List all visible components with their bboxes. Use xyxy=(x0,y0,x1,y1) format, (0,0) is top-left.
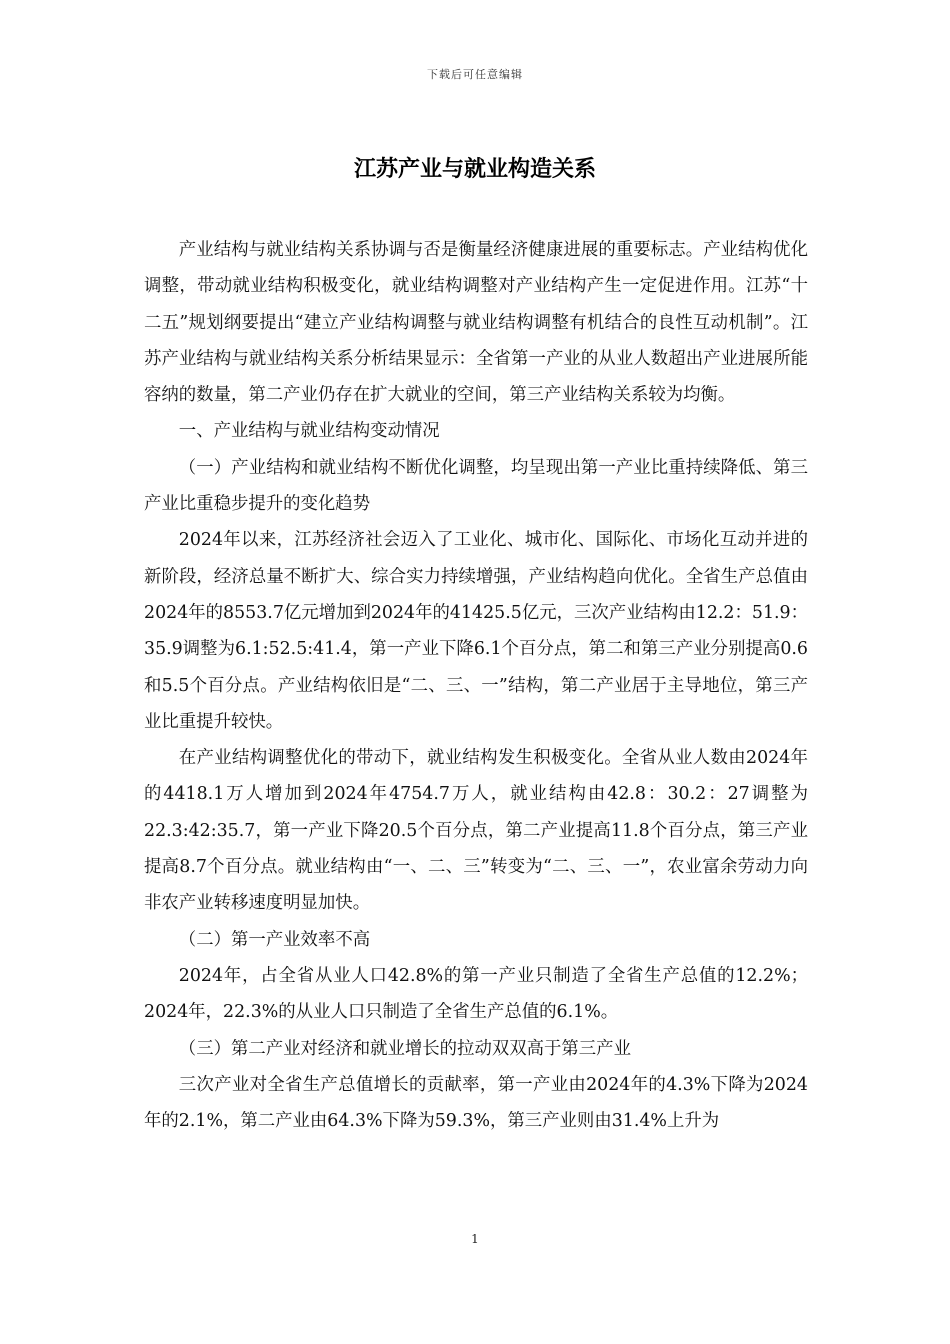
subsection-heading-2: （二）第一产业效率不高 xyxy=(178,929,371,950)
paragraph-industry-structure: 2024年以来，江苏经济社会迈入了工业化、城市化、国际化、市场化互动并进的新阶段，经济总量不断扩大、综合实力持续增强，产业结构趋向优化。全省生产总值由2024年的8553.7亿元增加到2024年的41425.5亿元，三次产业结构由12.2：51.9：35.9调整为6.1:52.5:41.4，第一产业下降6.1个百分点，第二和第三产业分别提高0.6和5.5个百分点。产业结构依旧是“二、三、一”结构，第二产业居于主导地位，第三产业比重提升较快。 xyxy=(144,530,808,732)
paragraph-employment-structure: 在产业结构调整优化的带动下，就业结构发生积极变化。全省从业人数由2024年的4418.1万人增加到2024年4754.7万人，就业结构由42.8：30.2：27调整为22.3:42:35.7，第一产业下降20.5个百分点，第二产业提高11.8个百分点，第三产业提高8.7个百分点。就业结构由“一、二、三”转变为“二、三、一”，农业富余劳动力向非农产业转移速度明显加快。 xyxy=(144,748,808,914)
page-number: 1 xyxy=(471,1232,479,1246)
subsection-heading-1: （一）产业结构和就业结构不断优化调整，均呈现出第一产业比重持续降低、第三产业比重稳步提升的变化趋势 xyxy=(144,457,808,515)
paragraph-contribution-rate: 三次产业对全省生产总值增长的贡献率，第一产业由2024年的4.3%下降为2024年的2.1%，第二产业由64.3%下降为59.3%，第三产业则由31.4%上升为 xyxy=(144,1074,808,1132)
paragraph-primary-efficiency: 2024年，占全省从业人口42.8%的第一产业只制造了全省生产总值的12.2%；2024年，22.3%的从业人口只制造了全省生产总值的6.1%。 xyxy=(144,965,808,1023)
section-heading-1: 一、产业结构与就业结构变动情况 xyxy=(178,421,440,442)
subsection-heading-3: （三）第二产业对经济和就业增长的拉动双双高于第三产业 xyxy=(178,1038,631,1059)
page-header-note: 下载后可任意编辑 xyxy=(427,68,523,81)
document-body xyxy=(144,232,808,1139)
document-title: 江苏产业与就业构造关系 xyxy=(353,157,596,182)
paragraph-intro: 产业结构与就业结构关系协调与否是衡量经济健康进展的重要标志。产业结构优化调整，带动就业结构积极变化，就业结构调整对产业结构产生一定促进作用。江苏“十二五”规划纲要提出“建立产业结构调整与就业结构调整有机结合的良性互动机制”。江苏产业结构与就业结构关系分析结果显示：全省第一产业的从业人数超出产业进展所能容纳的数量，第二产业仍存在扩大就业的空间，第三产业结构关系较为均衡。 xyxy=(144,240,808,406)
